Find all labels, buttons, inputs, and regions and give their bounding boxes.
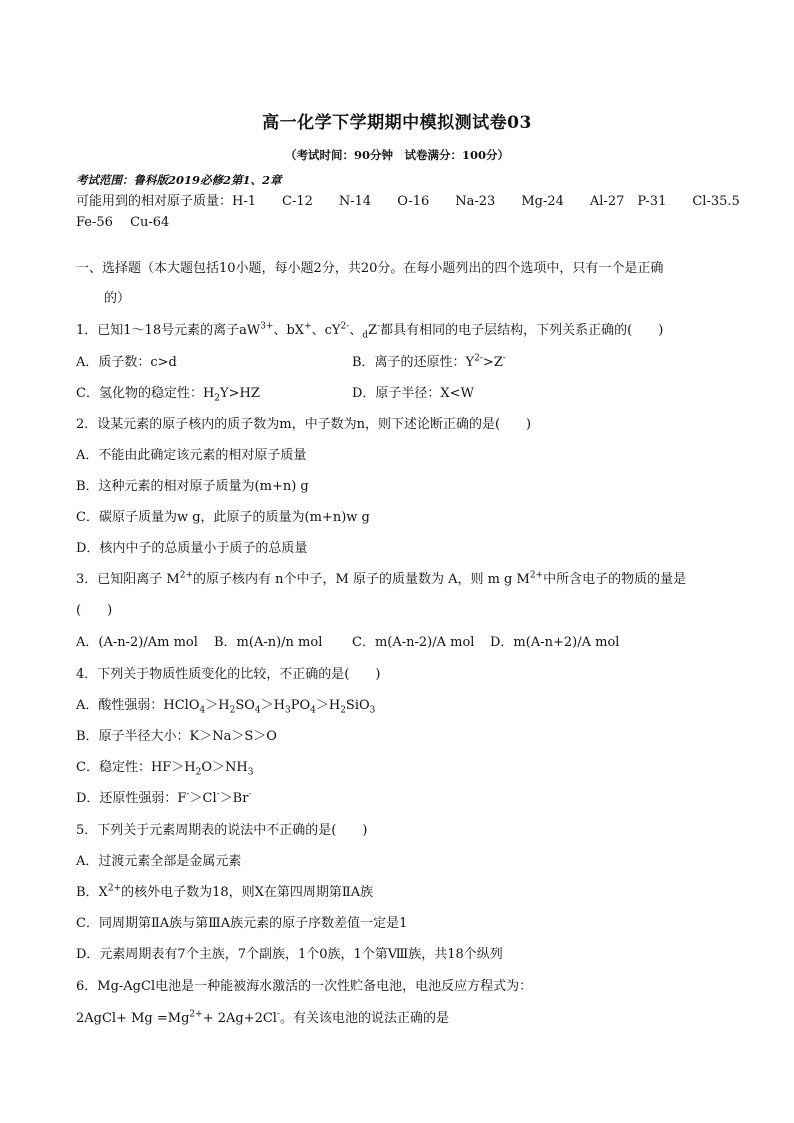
question-2-option-c: C．碳原子质量为w g，此原子的质量为(m+n)w g — [76, 510, 370, 525]
question-5-stem: 5．下列关于元素周期表的说法中不正确的是( ) — [76, 823, 368, 838]
question-5-option-b: B．$X^{2+}$的核外电子数为18，则X在第四周期第ⅡA族 — [76, 883, 374, 900]
question-4-option-d: D．还原性强弱：F-＞Cl-＞Br- — [76, 789, 252, 806]
question-3-option-b: B．m(A-n)/n mol — [214, 635, 323, 650]
question-3-stem-continued: ( ) — [76, 603, 113, 618]
question-5-option-d: D．元素周期表有7个主族，7个副族，1个0族，1个第Ⅷ族，共18个纵列 — [76, 947, 503, 962]
atomic-masses-line-2: Fe-56 Cu-64 — [76, 215, 170, 230]
section-heading-continued: 的） — [104, 291, 131, 306]
exam-subtitle: （考试时间：90分钟 试卷满分：100分） — [284, 148, 509, 162]
question-5-option-a: A．过渡元素全部是金属元素 — [76, 854, 242, 869]
question-6-equation: 2AgCl+ $Mg =Mg^{2+}+ 2Ag+2Cl^-$。有关该电池的说法正确的是 — [76, 1009, 450, 1026]
exam-scope: 考试范围：鲁科版2019必修2第1、2章 — [76, 173, 282, 187]
question-1-option-c: C．氢化物的稳定性：$H_2Y>HZ$ — [76, 386, 260, 404]
question-4-option-c: C．稳定性：$HF>H_2O>NH_3$ — [76, 760, 254, 778]
question-5-option-c: C．同周期第ⅡA族与第ⅢA族元素的原子序数差值一定是1 — [76, 916, 408, 931]
question-2-option-d: D．核内中子的总质量小于质子的总质量 — [76, 541, 308, 556]
question-1-option-a: A．质子数：c>d — [76, 355, 177, 370]
page-title: 高一化学下学期期中模拟测试卷03 — [262, 113, 532, 133]
question-2-option-b: B．这种元素的相对原子质量为(m+n) g — [76, 479, 309, 494]
atomic-masses-line-1: 可能用到的相对原子质量：H-1 C-12 N-14 O-16 Na-23 Mg-24 Al-27 P-31 Cl-35.5 — [76, 194, 740, 209]
question-3-stem: 3．已知阳离子 $M^{2+}$的原子核内有 n个中子，M 原子的质量数为 A，则 m g $M^{2+}$中所含电子的物质的量是 — [76, 570, 687, 587]
section-heading: 一、选择题（本大题包括10小题，每小题2分，共20分。在每小题列出的四个选项中，只有一个是正确 — [76, 261, 664, 276]
question-2-stem: 2．设某元素的原子核内的质子数为m，中子数为n，则下述论断正确的是( ) — [76, 417, 532, 432]
question-1-option-b: B．离子的还原性：$Y^{2-}>Z^-$ — [352, 353, 506, 370]
question-1-stem: 1．已知1～18号元素的离子$aW^{3+}$、bX+、$cY^{2-}$、$_d$Z-都具有相同的电子层结构，下列关系正确的( ) — [76, 321, 664, 341]
question-4-option-b: B．原子半径大小：K＞Na＞S＞O — [76, 729, 277, 744]
question-4-option-a: A．酸性强弱：$HClO_4>H_2SO_4>H_3PO_4>H_2SiO_3$ — [76, 698, 376, 716]
question-1-option-d: D．原子半径：X<W — [352, 386, 474, 401]
question-3-option-d: D．m(A-n+2)/A mol — [490, 635, 620, 650]
question-6-stem: 6．Mg-AgCl电池是一种能被海水激活的一次性贮备电池，电池反应方程式为： — [76, 979, 533, 994]
question-3-option-c: C．m(A-n-2)/A mol — [352, 635, 475, 650]
question-4-stem: 4．下列关于物质性质变化的比较，不正确的是( ) — [76, 667, 381, 682]
question-3-option-a: A．(A-n-2)/Am mol — [76, 635, 198, 650]
question-2-option-a: A．不能由此确定该元素的相对原子质量 — [76, 448, 307, 463]
